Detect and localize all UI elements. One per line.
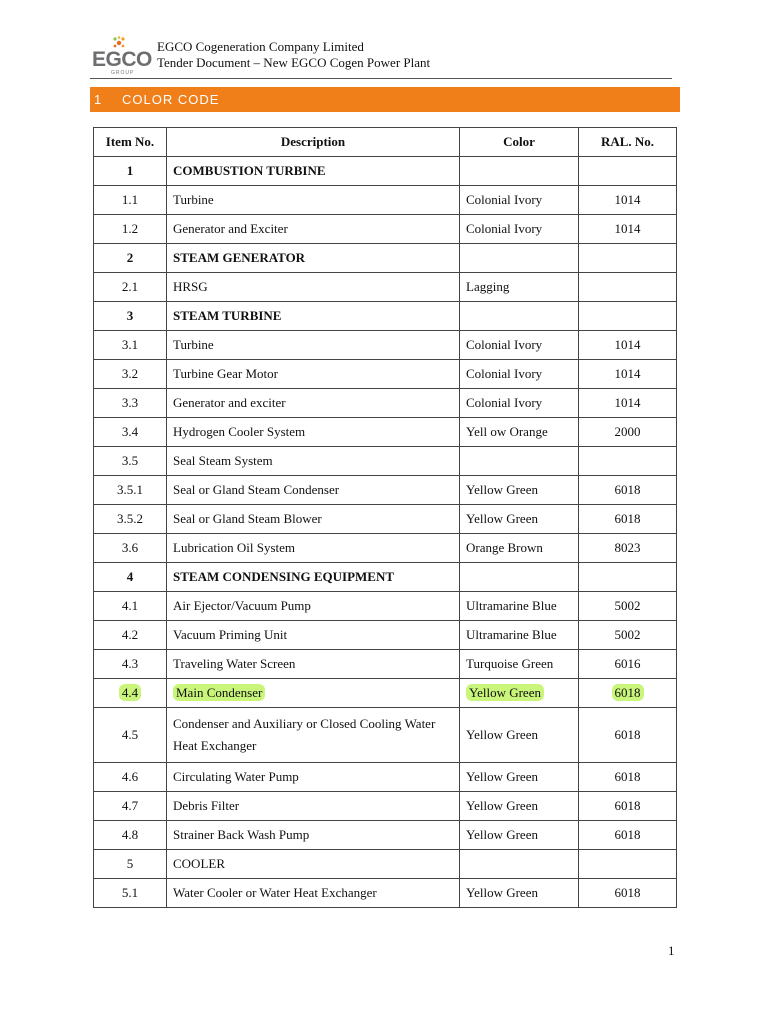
highlight-mark: 6018 [612, 684, 644, 701]
ral-no: 2000 [579, 418, 677, 447]
description: STEAM GENERATOR [167, 244, 460, 273]
description: STEAM TURBINE [167, 302, 460, 331]
item-no: 4 [94, 563, 167, 592]
ral-no: 1014 [579, 186, 677, 215]
page-number: 1 [668, 943, 675, 958]
logo-subtext: GROUP [111, 70, 135, 76]
table-row [94, 244, 677, 273]
item-no: 3.5.1 [94, 476, 167, 505]
table-row [94, 273, 677, 302]
color [460, 679, 579, 708]
color: Yellow Green [460, 792, 579, 821]
color: Ultramarine Blue [460, 592, 579, 621]
color [460, 563, 579, 592]
ral-no: 6018 [579, 879, 677, 908]
ral-no: 5002 [579, 621, 677, 650]
table-row [94, 650, 677, 679]
item-no: 4.8 [94, 821, 167, 850]
table-row-highlighted [94, 679, 677, 708]
ral-no [579, 850, 677, 879]
logo-text: EGCO [92, 48, 152, 71]
item-no: 3.3 [94, 389, 167, 418]
description: Seal Steam System [167, 447, 460, 476]
item-no: 4.1 [94, 592, 167, 621]
header-color: Color [460, 128, 579, 157]
table-row [94, 534, 677, 563]
header-divider [90, 78, 672, 79]
color: Yellow Green [460, 708, 579, 763]
table-row [94, 621, 677, 650]
description: STEAM CONDENSING EQUIPMENT [167, 563, 460, 592]
color [460, 447, 579, 476]
item-no: 3.1 [94, 331, 167, 360]
highlight-mark: Yellow Green [466, 684, 544, 701]
item-no: 4.3 [94, 650, 167, 679]
color: Colonial Ivory [460, 389, 579, 418]
description [167, 679, 460, 708]
ral-no: 6018 [579, 708, 677, 763]
description: Vacuum Priming Unit [167, 621, 460, 650]
item-no [94, 679, 167, 708]
ral-no [579, 563, 677, 592]
highlight-mark: 4.4 [119, 684, 141, 701]
description: Lubrication Oil System [167, 534, 460, 563]
ral-no: 8023 [579, 534, 677, 563]
table-row [94, 821, 677, 850]
ral-no: 6018 [579, 792, 677, 821]
ral-no: 1014 [579, 331, 677, 360]
description: Air Ejector/Vacuum Pump [167, 592, 460, 621]
color: Yell ow Orange [460, 418, 579, 447]
ral-no: 1014 [579, 389, 677, 418]
description: Turbine Gear Motor [167, 360, 460, 389]
item-no: 3.5.2 [94, 505, 167, 534]
color: Colonial Ivory [460, 215, 579, 244]
item-no: 3.5 [94, 447, 167, 476]
color: Yellow Green [460, 763, 579, 792]
table-row [94, 302, 677, 331]
color: Yellow Green [460, 821, 579, 850]
item-no: 3.2 [94, 360, 167, 389]
color: Turquoise Green [460, 650, 579, 679]
header-item-no: Item No. [94, 128, 167, 157]
color-code-table [93, 127, 677, 908]
color: Colonial Ivory [460, 360, 579, 389]
ral-no: 6018 [579, 821, 677, 850]
ral-no: 1014 [579, 360, 677, 389]
description: COMBUSTION TURBINE [167, 157, 460, 186]
description: Strainer Back Wash Pump [167, 821, 460, 850]
document-title: Tender Document – New EGCO Cogen Power Plant [157, 55, 431, 70]
description: Generator and Exciter [167, 215, 460, 244]
item-no: 3 [94, 302, 167, 331]
ral-no [579, 157, 677, 186]
item-no: 4.5 [94, 708, 167, 763]
table-header-row [94, 128, 677, 157]
item-no: 4.7 [94, 792, 167, 821]
item-no: 3.4 [94, 418, 167, 447]
description: Condenser and Auxiliary or Closed Cooling Water Heat Exchanger [167, 708, 460, 763]
company-name: EGCO Cogeneration Company Limited [157, 39, 364, 54]
item-no: 1.1 [94, 186, 167, 215]
table-row [94, 792, 677, 821]
color: Yellow Green [460, 476, 579, 505]
description: Turbine [167, 331, 460, 360]
table-row [94, 563, 677, 592]
table-row [94, 476, 677, 505]
table-row [94, 708, 677, 763]
table-row [94, 360, 677, 389]
color [460, 850, 579, 879]
description: Seal or Gland Steam Blower [167, 505, 460, 534]
ral-no [579, 273, 677, 302]
header-description: Description [167, 128, 460, 157]
item-no: 2.1 [94, 273, 167, 302]
table-row [94, 157, 677, 186]
ral-no: 6018 [579, 476, 677, 505]
table-row [94, 850, 677, 879]
ral-no: 5002 [579, 592, 677, 621]
ral-no: 1014 [579, 215, 677, 244]
table-row [94, 389, 677, 418]
ral-no [579, 447, 677, 476]
item-no: 5.1 [94, 879, 167, 908]
table-row [94, 763, 677, 792]
table-row [94, 215, 677, 244]
table-row [94, 505, 677, 534]
item-no: 1.2 [94, 215, 167, 244]
description: Circulating Water Pump [167, 763, 460, 792]
table-row [94, 186, 677, 215]
header-ral-no: RAL. No. [579, 128, 677, 157]
color [460, 244, 579, 273]
description: Traveling Water Screen [167, 650, 460, 679]
highlight-mark: Main Condenser [173, 684, 265, 701]
color: Colonial Ivory [460, 331, 579, 360]
color: Lagging [460, 273, 579, 302]
color: Yellow Green [460, 505, 579, 534]
header-text [157, 39, 430, 71]
description: HRSG [167, 273, 460, 302]
description: Hydrogen Cooler System [167, 418, 460, 447]
description: Debris Filter [167, 792, 460, 821]
color: Yellow Green [460, 879, 579, 908]
item-no: 4.6 [94, 763, 167, 792]
table-row [94, 447, 677, 476]
ral-no [579, 244, 677, 273]
section-title: COLOR CODE [122, 92, 220, 107]
document-header [90, 34, 672, 78]
item-no: 1 [94, 157, 167, 186]
item-no: 3.6 [94, 534, 167, 563]
ral-no: 6018 [579, 505, 677, 534]
item-no: 2 [94, 244, 167, 273]
section-number: 1 [94, 92, 103, 107]
color: Ultramarine Blue [460, 621, 579, 650]
item-no: 4.2 [94, 621, 167, 650]
ral-no: 6016 [579, 650, 677, 679]
color: Orange Brown [460, 534, 579, 563]
color [460, 157, 579, 186]
description: Turbine [167, 186, 460, 215]
table-row [94, 592, 677, 621]
color: Colonial Ivory [460, 186, 579, 215]
item-no: 5 [94, 850, 167, 879]
ral-no [579, 302, 677, 331]
ral-no: 6018 [579, 763, 677, 792]
color [460, 302, 579, 331]
description: Water Cooler or Water Heat Exchanger [167, 879, 460, 908]
description: COOLER [167, 850, 460, 879]
egco-logo [92, 38, 152, 78]
table-row [94, 331, 677, 360]
description: Generator and exciter [167, 389, 460, 418]
table-row [94, 879, 677, 908]
description: Seal or Gland Steam Condenser [167, 476, 460, 505]
section-heading [90, 87, 680, 112]
table-row [94, 418, 677, 447]
ral-no [579, 679, 677, 708]
